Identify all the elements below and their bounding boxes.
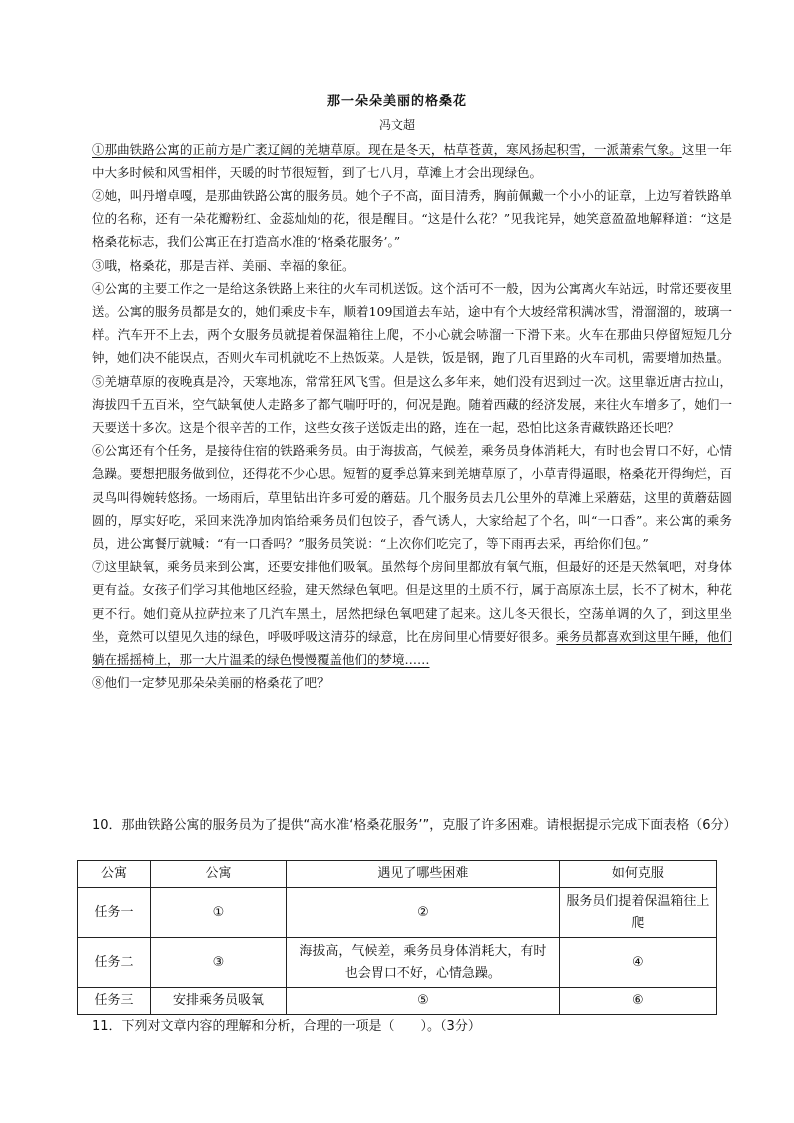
table-row xyxy=(78,988,717,1015)
article-title: 那一朵朵美丽的格桑花 xyxy=(326,94,467,109)
paragraph-3 xyxy=(92,254,732,277)
paragraph-text: ⑤羌塘草原的夜晚真是冷，天寒地冻，常常狂风飞雪。但是这么多年来，她们没有迟到过一次。这里靠近唐古拉山，海拔四千五百米，空气缺氧使人走路多了都气喘吁吁的，何况是跑。随着西藏的经济发展，来往火车增多了，她们一天要送十多次。这是个很辛苦的工作，这些女孩子送饭走出的路，连在一起，恐怕比这条青藏铁路还长吧？ xyxy=(92,373,732,436)
article-body xyxy=(92,138,732,694)
table-cell: ④ xyxy=(559,938,716,988)
table-cell: ③ xyxy=(150,938,286,988)
paragraph-7 xyxy=(92,555,732,671)
paragraph-6 xyxy=(92,439,732,555)
table-cell: ⑥ xyxy=(559,988,716,1015)
table-cell: ① xyxy=(150,888,286,938)
paragraph-text: ④公寓的主要工作之一是给这条铁路上来往的火车司机送饭。这个活可不一般，因为公寓离火车站远，时常还要夜里送。公寓的服务员都是女的，她们乘皮卡车，顺着109国道去车站，途中有个大坡经常积满冰雪，滑溜溜的，玻璃一样。汽车开不上去，两个女服务员就提着保温箱往上爬，不小心就会哧溜一下滑下来。火车在那曲只停留短短几分钟，她们决不能误点，否则火车司机就吃不上热饭菜。人是铁，饭是钢，跑了几百里路的火车司机，需要增加热量。 xyxy=(92,280,732,366)
table-header-cell: 遇见了哪些困难 xyxy=(287,861,560,888)
table-header-cell: 公寓 xyxy=(78,861,151,888)
article-author: 冯文超 xyxy=(378,118,415,132)
paragraph-text: ②她，叫丹增卓嘎，是那曲铁路公寓的服务员。她个子不高，面目清秀，胸前佩戴一个小小的证章，上边写着铁路单位的名称，还有一朵花瓣粉红、金蕊灿灿的花，很是醒目。“这是什么花？”见我诧异，她笑意盈盈地解释道：“这是格桑花标志，我们公寓正在打造高水准的‘格桑花服务’。” xyxy=(92,188,732,250)
paragraph-text: ⑧他们一定梦见那朵朵美丽的格桑花了吧？ xyxy=(92,675,330,691)
table-cell: 任务二 xyxy=(78,938,151,988)
paragraph-text: ⑦这里缺氧，乘务员来到公寓，还要安排他们吸氧。虽然每个房间里都放有氧气瓶，但最好的还是天然氧吧，对身体更有益。女孩子们学习其他地区经验，建天然绿色氧吧。但是这里的土质不行，属于高原冻土层，长不了树木，种花更不行。她们竟从拉萨拉来了几汽车黑土，居然把绿色氧吧建了起来。这儿冬天很长，空荡单调的久了，到这里坐坐，竟然可以望见久违的绿色，呼吸呼吸这清芬的绿意，比在房间里心情要好很多。 xyxy=(92,559,732,644)
paragraph-text: ③哦，格桑花，那是吉祥、美丽、幸福的象征。 xyxy=(92,257,355,273)
paragraph-8 xyxy=(92,671,732,694)
table-row xyxy=(78,888,717,938)
question-10: 10．那曲铁路公寓的服务员为了提供“高水准‘格桑花服务’”，克服了许多困难。请根据提示完成下面表格（6分） xyxy=(92,818,737,833)
table-header-row xyxy=(78,861,717,888)
table-cell: ② xyxy=(287,888,560,938)
table-cell: 任务一 xyxy=(78,888,151,938)
paragraph-text: 这里一年中大多时候和风雪相伴，天暖的时节很短暂，到了七八月，草滩上才会出现绿色。 xyxy=(92,142,732,181)
paragraph-4 xyxy=(92,277,732,370)
paragraph-text: ⑥公寓还有个任务，是接待住宿的铁路乘务员。由于海拔高，气候差，乘务员身体消耗大，有时也会胃口不好，心情急躁。要想把服务做到位，还得花不少心思。短暂的夏季总算来到羌塘草原了，小草青得逼眼，格桑花开得绚烂，百灵鸟叫得婉转悠扬。一场雨后，草里钻出许多可爱的蘑菇。几个服务员去几公里外的草滩上采蘑菇，这里的黄蘑菇圆圆的，厚实好吃，采回来洗净加肉馅给乘务员们包饺子，香气诱人，大家给起了个名，叫“一口香”。来公寓的乘务员，进公寓餐厅就喊：“有一口香吗？”服务员笑说：“上次你们吃完了，等下雨再去采，再给你们包。” xyxy=(92,443,732,552)
table-cell: 安排乘务员吸氧 xyxy=(150,988,286,1015)
underlined-sentence: 乘务员都喜欢到这里午睡，他们躺在摇摇椅上，那一大片温柔的绿色慢慢覆盖他们的梦境…… xyxy=(92,628,732,668)
paragraph-5 xyxy=(92,370,732,440)
underlined-sentence: ①那曲铁路公寓的正前方是广袤辽阔的羌塘草原。现在是冬天，枯草苍黄，寒风扬起积雪，一派萧索气象。 xyxy=(92,142,682,157)
question-11: 11．下列对文章内容的理解和分析，合理的一项是（ ）。（3分） xyxy=(92,1019,481,1034)
table-cell: 服务员们提着保温箱往上爬 xyxy=(559,888,716,938)
table-cell: 任务三 xyxy=(78,988,151,1015)
table-row xyxy=(78,938,717,988)
paragraph-1 xyxy=(92,138,732,184)
answer-table xyxy=(77,860,717,1015)
table-header-cell: 如何克服 xyxy=(559,861,716,888)
paragraph-2 xyxy=(92,184,732,254)
table-cell: 海拔高，气候差，乘务员身体消耗大，有时也会胃口不好，心情急躁。 xyxy=(287,938,560,988)
table-cell: ⑤ xyxy=(287,988,560,1015)
table-header-cell: 公寓 xyxy=(150,861,286,888)
